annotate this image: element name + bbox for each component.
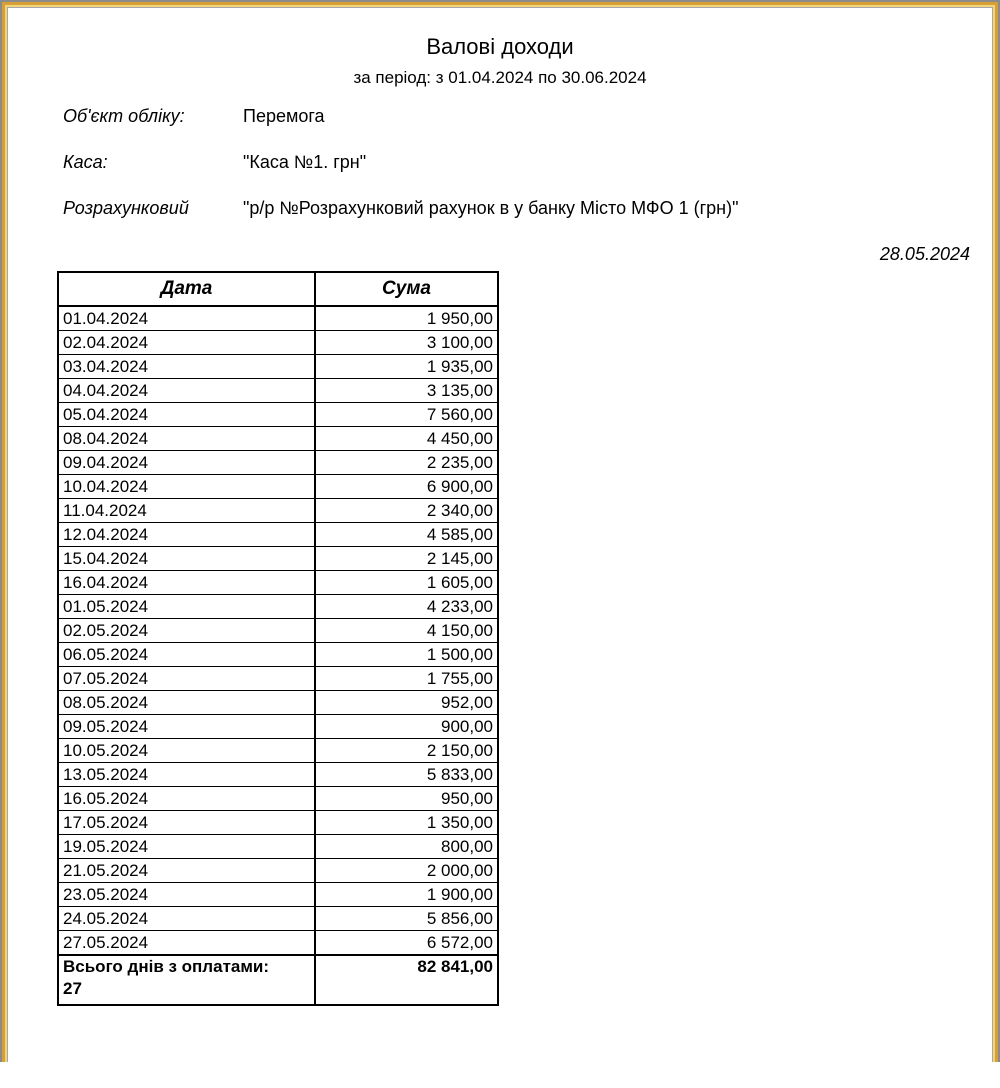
table-row: [58, 715, 498, 739]
field-value: "Каса №1. грн": [243, 152, 367, 172]
total-value-cell: 82 841,00: [315, 955, 498, 1005]
table-row: [58, 859, 498, 883]
date-cell: 16.04.2024: [58, 571, 315, 595]
table-row: [58, 499, 498, 523]
sum-cell: 1 755,00: [315, 667, 498, 691]
table-header-row: [58, 272, 498, 306]
sum-cell: 1 900,00: [315, 883, 498, 907]
sum-cell: 2 150,00: [315, 739, 498, 763]
sum-cell: 7 560,00: [315, 403, 498, 427]
date-cell: 05.04.2024: [58, 403, 315, 427]
sum-cell: 6 900,00: [315, 475, 498, 499]
date-cell: 17.05.2024: [58, 811, 315, 835]
date-cell: 07.05.2024: [58, 667, 315, 691]
table-row: [58, 475, 498, 499]
total-days-count: 27: [63, 979, 82, 998]
table-row: [58, 739, 498, 763]
sum-cell: 2 340,00: [315, 499, 498, 523]
table-row: [58, 763, 498, 787]
table-row: [58, 811, 498, 835]
total-label: Всього днів з оплатами:: [63, 957, 270, 976]
column-header-sum: Сума: [315, 272, 498, 306]
date-cell: 02.04.2024: [58, 331, 315, 355]
date-cell: 03.04.2024: [58, 355, 315, 379]
date-cell: 08.04.2024: [58, 427, 315, 451]
sum-cell: 2 000,00: [315, 859, 498, 883]
table-row: [58, 331, 498, 355]
sum-cell: 1 935,00: [315, 355, 498, 379]
income-table: [57, 271, 499, 1006]
date-cell: 21.05.2024: [58, 859, 315, 883]
report-page: [8, 34, 992, 1088]
field-label: Об'єкт обліку:: [63, 106, 185, 126]
frame-inner-line: [7, 7, 993, 1062]
date-cell: 16.05.2024: [58, 787, 315, 811]
field-label: Розрахунковий: [63, 198, 189, 218]
sum-cell: 4 150,00: [315, 619, 498, 643]
table-row: [58, 883, 498, 907]
field-account-object: [63, 106, 992, 127]
date-cell: 02.05.2024: [58, 619, 315, 643]
sum-cell: 5 856,00: [315, 907, 498, 931]
sum-cell: 4 450,00: [315, 427, 498, 451]
total-label-cell: [58, 955, 315, 1005]
date-cell: 13.05.2024: [58, 763, 315, 787]
sum-cell: 2 235,00: [315, 451, 498, 475]
table-row: [58, 427, 498, 451]
table-row: [58, 835, 498, 859]
table-row: [58, 931, 498, 956]
table-row: [58, 306, 498, 331]
report-header-fields: [63, 106, 992, 219]
table-row: [58, 403, 498, 427]
report-title: Валові доходи: [426, 34, 574, 59]
table-row: [58, 379, 498, 403]
sum-cell: 3 135,00: [315, 379, 498, 403]
sum-cell: 1 500,00: [315, 643, 498, 667]
sum-cell: 3 100,00: [315, 331, 498, 355]
field-value: "р/р №Розрахунковий рахунок в у банку Місто МФО 1 (грн)": [243, 198, 739, 218]
table-row: [58, 355, 498, 379]
table-row: [58, 691, 498, 715]
report-date: 28.05.2024: [879, 244, 970, 264]
sum-cell: 6 572,00: [315, 931, 498, 956]
table-row: [58, 523, 498, 547]
date-cell: 27.05.2024: [58, 931, 315, 956]
table-row: [58, 643, 498, 667]
table-row: [58, 595, 498, 619]
sum-cell: 900,00: [315, 715, 498, 739]
frame-light-stripe: [5, 5, 995, 1062]
date-cell: 10.05.2024: [58, 739, 315, 763]
sum-cell: 1 950,00: [315, 306, 498, 331]
sum-cell: 5 833,00: [315, 763, 498, 787]
date-cell: 09.04.2024: [58, 451, 315, 475]
table-row: [58, 571, 498, 595]
sum-cell: 800,00: [315, 835, 498, 859]
table-row: [58, 619, 498, 643]
report-period: за період: з 01.04.2024 по 30.06.2024: [353, 68, 647, 87]
date-cell: 15.04.2024: [58, 547, 315, 571]
date-cell: 08.05.2024: [58, 691, 315, 715]
date-cell: 09.05.2024: [58, 715, 315, 739]
table-row: [58, 547, 498, 571]
sum-cell: 2 145,00: [315, 547, 498, 571]
date-cell: 11.04.2024: [58, 499, 315, 523]
sum-cell: 1 605,00: [315, 571, 498, 595]
field-settlement-account: [63, 198, 992, 219]
date-cell: 04.04.2024: [58, 379, 315, 403]
date-cell: 06.05.2024: [58, 643, 315, 667]
table-row: [58, 667, 498, 691]
date-cell: 10.04.2024: [58, 475, 315, 499]
sum-cell: 1 350,00: [315, 811, 498, 835]
date-cell: 23.05.2024: [58, 883, 315, 907]
field-value: Перемога: [243, 106, 325, 126]
sum-cell: 4 233,00: [315, 595, 498, 619]
date-cell: 19.05.2024: [58, 835, 315, 859]
total-row: [58, 955, 498, 1005]
date-cell: 01.05.2024: [58, 595, 315, 619]
date-cell: 01.04.2024: [58, 306, 315, 331]
field-cash-register: [63, 152, 992, 173]
date-cell: 12.04.2024: [58, 523, 315, 547]
sum-cell: 950,00: [315, 787, 498, 811]
column-header-date: Дата: [58, 272, 315, 306]
table-row: [58, 907, 498, 931]
sum-cell: 952,00: [315, 691, 498, 715]
table-row: [58, 787, 498, 811]
table-body: [58, 306, 498, 955]
sum-cell: 4 585,00: [315, 523, 498, 547]
field-label: Каса:: [63, 152, 108, 172]
frame-gold-stripe: [2, 2, 998, 1062]
date-cell: 24.05.2024: [58, 907, 315, 931]
table-row: [58, 451, 498, 475]
